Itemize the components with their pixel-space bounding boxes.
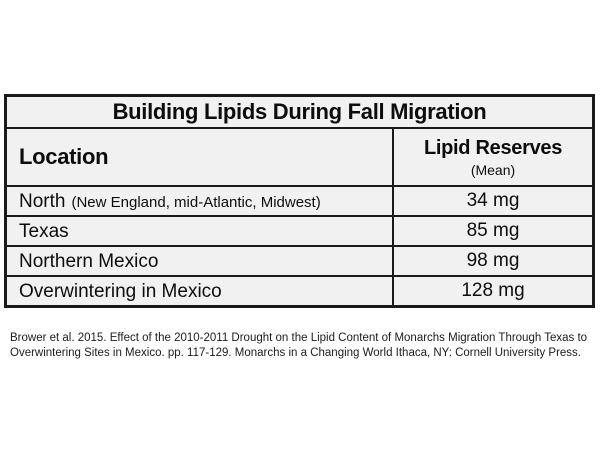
table-row-texas [7,215,592,245]
column-header-location: Location [19,144,109,169]
table-row-north [7,185,592,215]
table-header-row [7,127,592,185]
table-title-row [7,97,592,127]
column-header-mean-label: (Mean) [470,161,516,178]
location-cell [7,187,392,215]
value-cell: 34 mg [392,187,592,215]
location-cell [7,217,392,245]
table-row-overwintering-mexico [7,275,592,305]
value-cell: 85 mg [392,217,592,245]
location-cell [7,247,392,275]
location-label: North [19,191,66,212]
location-note: (New England, mid-Atlantic, Midwest) [71,194,321,211]
value-cell: 98 mg [392,247,592,275]
location-cell [7,277,392,305]
citation [10,331,590,361]
location-label: Overwintering in Mexico [19,281,222,302]
column-header-lipid-reserves [392,129,592,185]
citation-line-2: Overwintering Sites in Mexico. pp. 117-129. Monarchs in a Changing World Ithaca, NY: Cornell University Press. [10,347,581,359]
value-cell: 128 mg [392,277,592,305]
lipid-reserves-table [4,94,595,308]
table-title: Building Lipids During Fall Migration [112,99,487,124]
location-label: Texas [19,221,69,242]
citation-line-1: Brower et al. 2015. Effect of the 2010-2011 Drought on the Lipid Content of Monarchs Migration Through Texas to [10,332,588,344]
column-header-lipid-reserves-label: Lipid Reserves [423,136,563,159]
location-label: Northern Mexico [19,251,159,272]
table-row-northern-mexico [7,245,592,275]
